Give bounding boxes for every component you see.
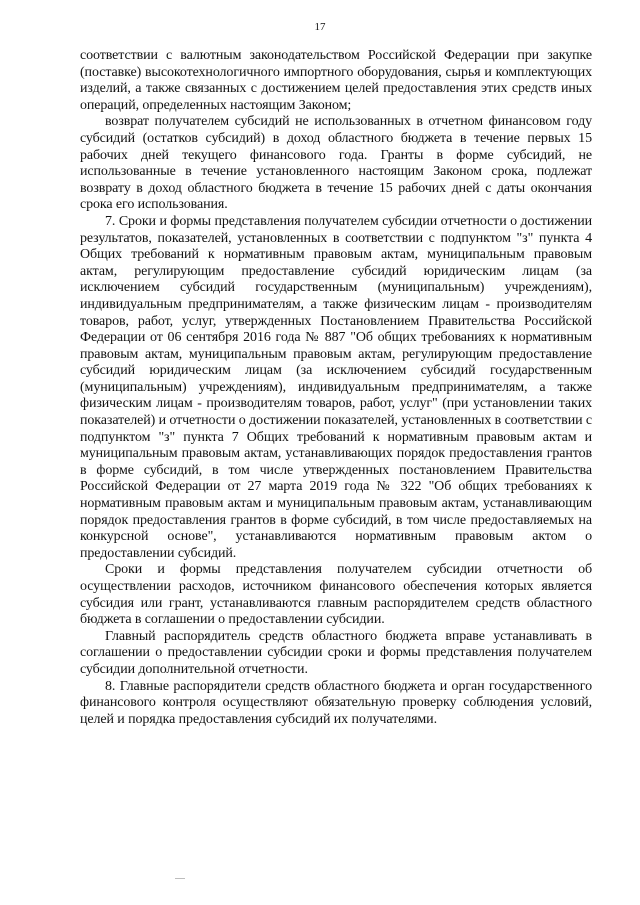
document-body xyxy=(80,48,592,728)
paragraph-item-7: 7. Сроки и формы представления получателем субсидии отчетности о достижении результатов, показателей, установленных в соответствии с подпунктом "з" пункта 4 Общих требований к нормативным правовым актам, муниципальным правовым актам, регулирующим предоставление субсидий юридическим лицам (за исключением субсидий государственным (муниципальным) учреждениям), индивидуальным предпринимателям, а также физическим лицам - производителям товаров, работ, услуг, утвержденных Постановлением Правительства Российской Федерации от 06 сентября 2016 года № 887 "Об общих требованиях к нормативным правовым актам, муниципальным правовым актам, регулирующим предоставление субсидий юридическим лицам (за исключением субсидий государственным (муниципальным) учреждениям), индивидуальным предпринимателям, а также физическим лицам - производителям товаров, работ, услуг" (при установлении таких показателей) и отчетности о достижении показателей, установленных в соответствии с подпунктом "з" пункта 7 Общих требований к нормативным правовым актам и муниципальным правовым актам, устанавливающих порядок предоставления грантов в форме субсидий, в том числе утвержденных постановлением Правительства Российской Федерации от 27 марта 2019 года № 322 "Об общих требованиях к нормативным правовым актам и муниципальным правовым актам, устанавливающим порядок предоставления грантов в форме субсидий, в том числе предоставляемых на конкурсной основе", устанавливаются нормативным правовым актом о предоставлении субсидий. xyxy=(80,213,592,561)
paragraph-subsidy-return: возврат получателем субсидий не использованных в отчетном финансовом году субсидий (остатков субсидий) в доход областного бюджета в течение первых 15 рабочих дней текущего финансового года. Гранты в форме субсидий, не использованные в течение установленного настоящим Законом срока, подлежат возврату в доход областного бюджета в течение 15 рабочих дней с даты окончания срока его использования. xyxy=(80,114,592,213)
paragraph-continuation: соответствии с валютным законодательством Российской Федерации при закупке (поставке) высокотехнологичного импортного оборудования, сырья и комплектующих изделий, а также связанных с достижением целей предоставления этих средств иных операций, определенных настоящим Законом; xyxy=(80,48,592,113)
paragraph-additional-reporting: Главный распорядитель средств областного бюджета вправе устанавливать в соглашении о предоставлении субсидии сроки и формы представления получателем субсидии дополнительной отчетности. xyxy=(80,628,592,677)
paragraph-item-8: 8. Главные распорядители средств областного бюджета и орган государственного финансового контроля осуществляют обязательную проверку соблюдения условий, целей и порядка предоставления субсидий их получателями. xyxy=(80,678,592,727)
page-number: 17 xyxy=(314,21,326,33)
paragraph-expense-reporting: Сроки и формы представления получателем субсидии отчетности об осуществлении расходов, источником финансового обеспечения которых является субсидия или грант, устанавливаются главным распорядителем средств областного бюджета в соглашении о предоставлении субсидии. xyxy=(80,562,592,628)
scan-mark xyxy=(175,878,185,879)
